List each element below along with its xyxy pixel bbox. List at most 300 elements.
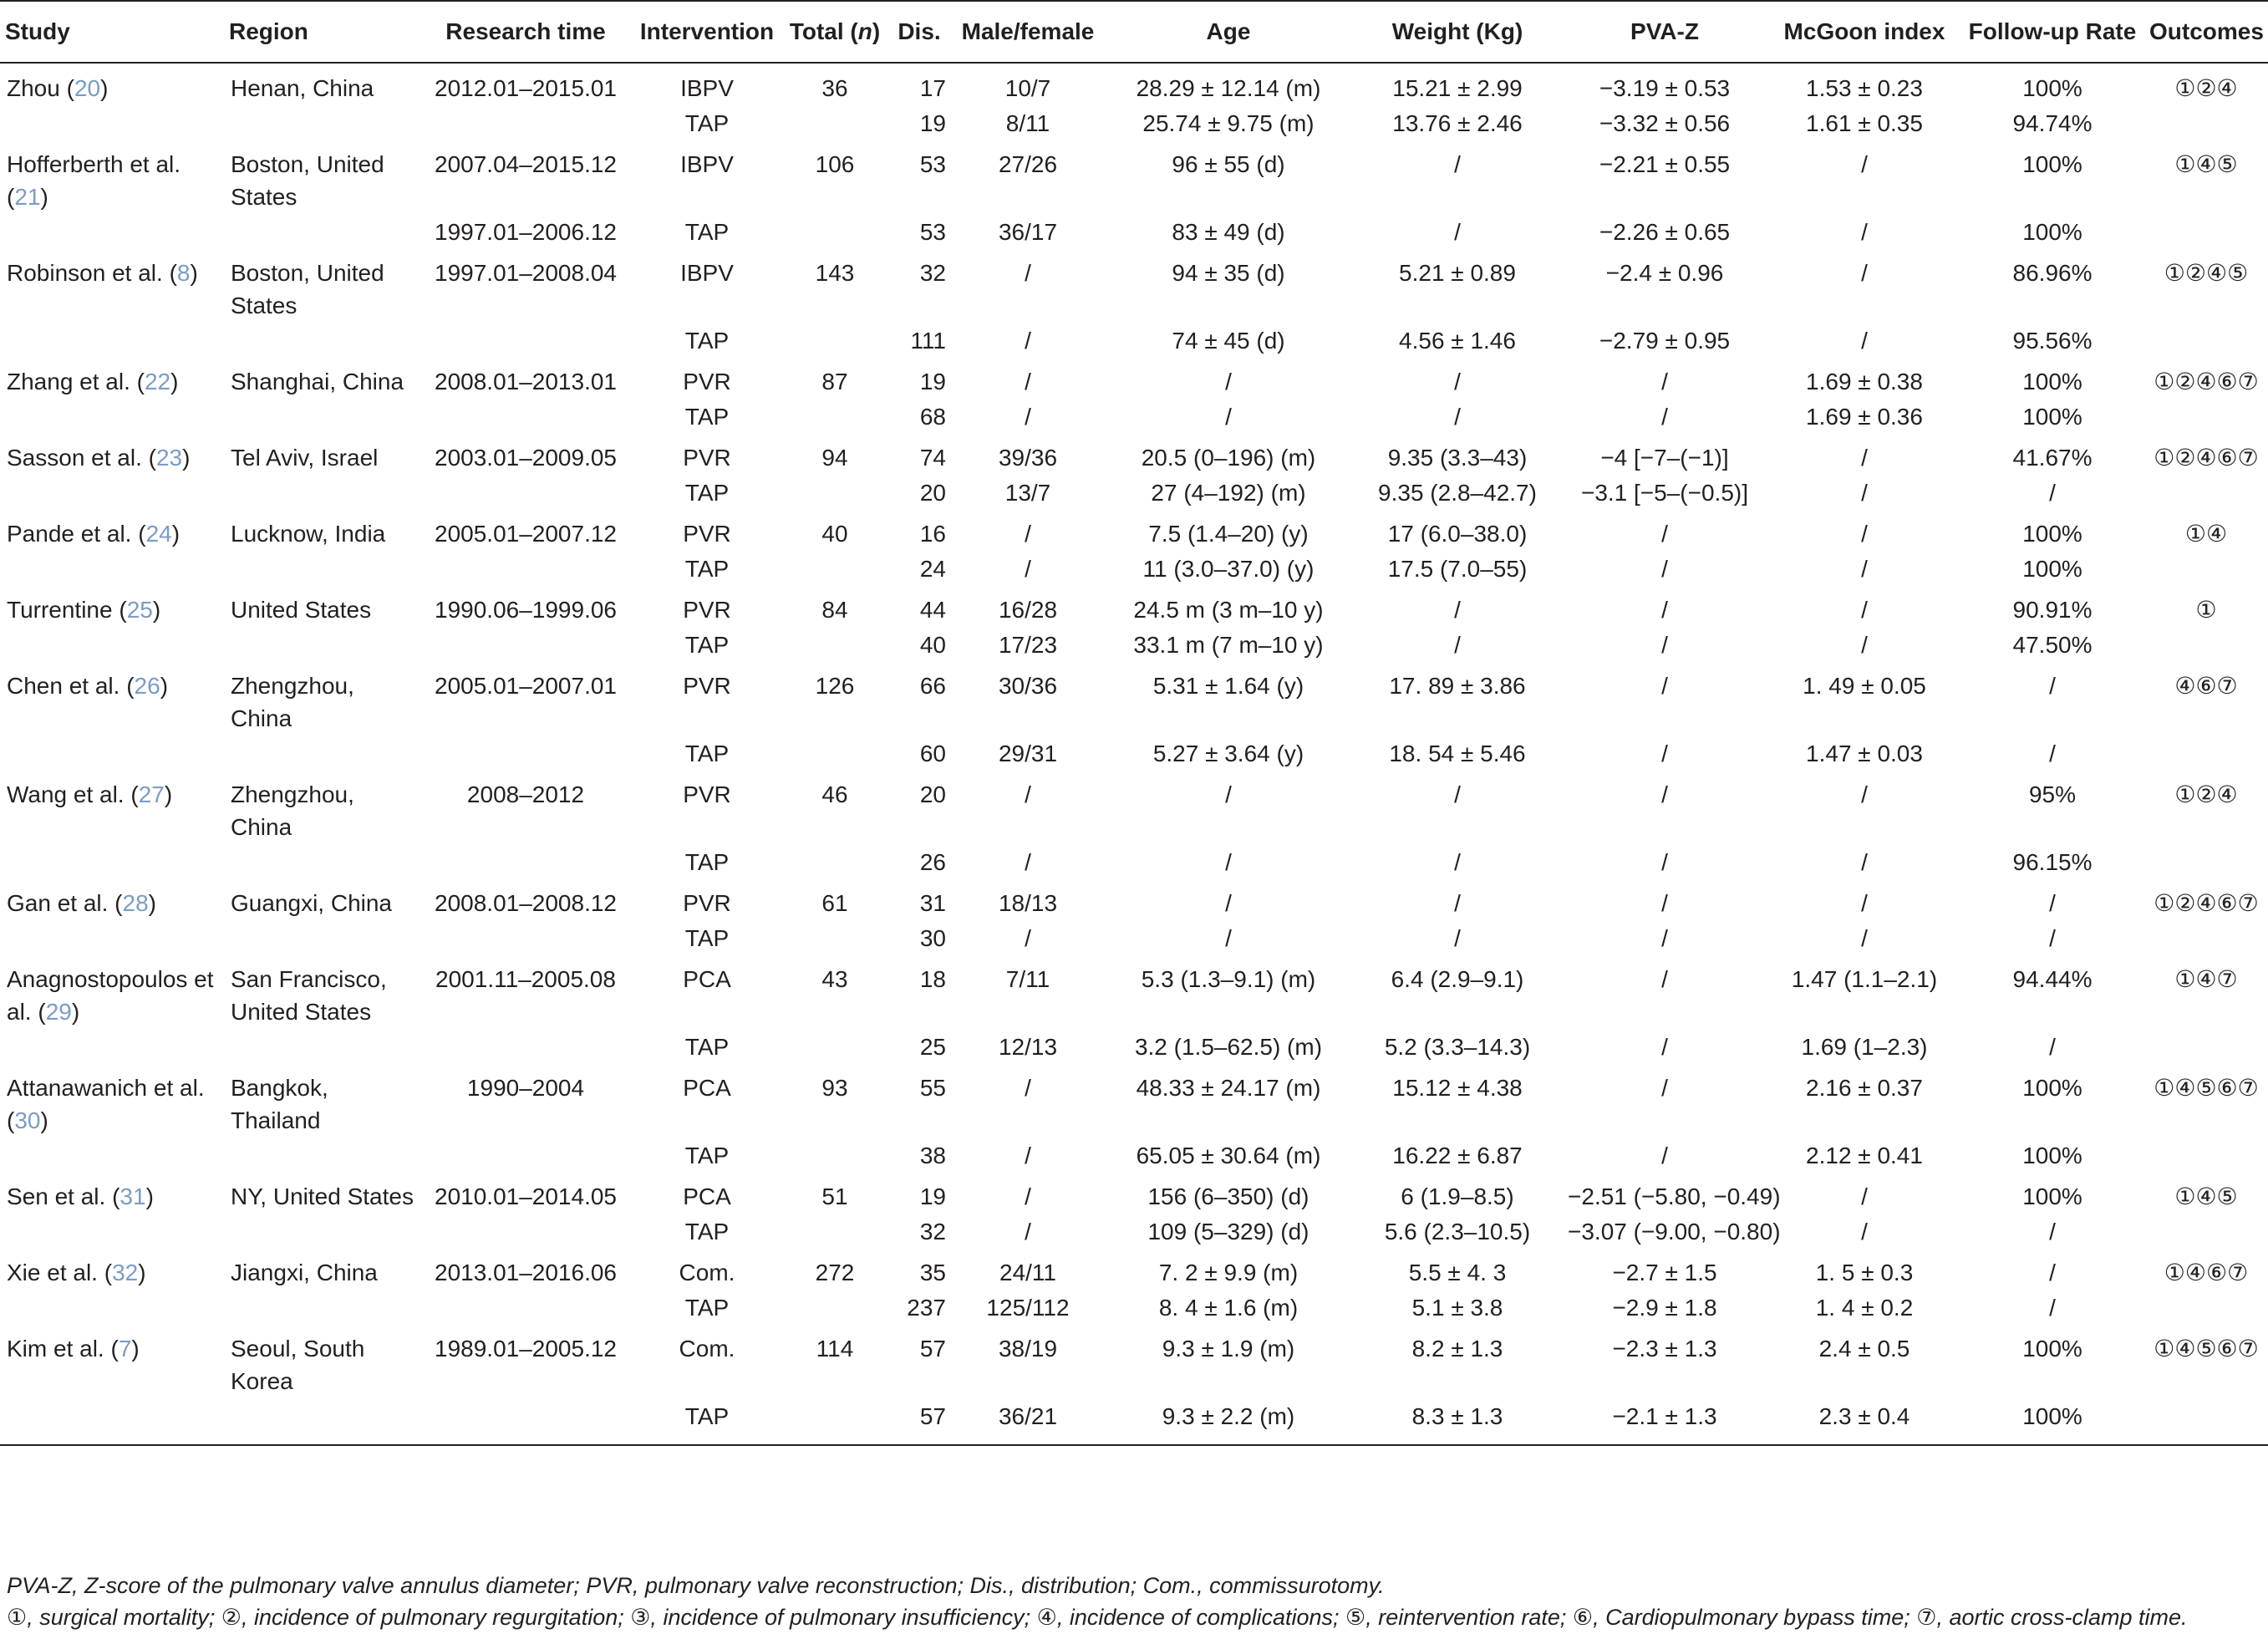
cell-pvaz: −2.3 ± 1.3 bbox=[1612, 1336, 1717, 1362]
cell-weight: / bbox=[1454, 597, 1461, 623]
cell-mcgoon: 1.69 (1–2.3) bbox=[1801, 1034, 1928, 1060]
cell-region bbox=[224, 398, 421, 433]
cell-total: 51 bbox=[821, 1183, 848, 1209]
cell-pvaz: −2.7 ± 1.5 bbox=[1612, 1260, 1717, 1285]
col-header-total: Total (n) bbox=[784, 1, 886, 63]
cell-male-female: 24/11 bbox=[999, 1260, 1056, 1285]
cell-outcomes: ① bbox=[2195, 597, 2217, 623]
cell-outcomes: ①④⑦ bbox=[2174, 966, 2238, 992]
cell-mcgoon: / bbox=[1861, 328, 1868, 354]
col-header-outcomes: Outcomes bbox=[2144, 1, 2268, 63]
col-header-weight: Weight (Kg) bbox=[1354, 1, 1561, 63]
cell-research-time bbox=[421, 322, 630, 357]
cell-dis: 53 bbox=[919, 219, 946, 245]
table-row bbox=[0, 1137, 2268, 1172]
cell-region bbox=[224, 1397, 421, 1445]
cell-outcomes: ①②④⑤ bbox=[2164, 260, 2249, 286]
cell-mcgoon: / bbox=[1861, 556, 1868, 582]
table-row bbox=[0, 770, 2268, 843]
table-row bbox=[0, 1028, 2268, 1063]
cell-follow-up: 100% bbox=[2022, 75, 2082, 101]
cell-study: Sasson et al. (23) bbox=[7, 445, 191, 471]
cell-age: 20.5 (0–196) (m) bbox=[1141, 445, 1316, 471]
cell-total bbox=[784, 1213, 886, 1248]
cell-dis: 31 bbox=[919, 890, 946, 916]
cell-dis: 17 bbox=[919, 75, 946, 101]
cell-outcomes: ①④⑤ bbox=[2174, 1183, 2238, 1209]
cell-dis: 19 bbox=[919, 1183, 946, 1209]
cell-male-female: 17/23 bbox=[998, 632, 1058, 658]
cell-study bbox=[0, 213, 224, 248]
cell-mcgoon: / bbox=[1861, 260, 1868, 286]
cell-male-female: 36/17 bbox=[998, 219, 1058, 245]
cell-male-female: / bbox=[1025, 556, 1031, 582]
cell-intervention: Com. bbox=[679, 1336, 735, 1362]
cell-male-female: / bbox=[1025, 781, 1031, 807]
table-row bbox=[0, 213, 2268, 248]
cell-total bbox=[784, 1397, 886, 1445]
cell-follow-up: 100% bbox=[2022, 219, 2082, 245]
cell-study bbox=[0, 550, 224, 585]
cell-outcomes bbox=[2144, 735, 2268, 770]
cell-mcgoon: / bbox=[1861, 890, 1868, 916]
cell-total bbox=[784, 104, 886, 140]
cell-follow-up: 100% bbox=[2022, 404, 2082, 430]
cell-follow-up: / bbox=[2049, 1295, 2056, 1321]
cell-intervention: TAP bbox=[684, 480, 730, 506]
cell-research-time bbox=[421, 1289, 630, 1324]
cell-age: 96 ± 55 (d) bbox=[1172, 151, 1285, 177]
cell-intervention: TAP bbox=[684, 328, 730, 354]
cell-total bbox=[784, 735, 886, 770]
cell-age: 7.5 (1.4–20) (y) bbox=[1148, 521, 1309, 547]
table-row bbox=[0, 1172, 2268, 1213]
cell-outcomes bbox=[2144, 322, 2268, 357]
study-ref: 23 bbox=[155, 445, 183, 471]
cell-intervention: PCA bbox=[683, 966, 731, 992]
cell-weight: / bbox=[1454, 404, 1461, 430]
cell-outcomes: ①②④⑥⑦ bbox=[2154, 890, 2259, 916]
cell-dis: 68 bbox=[919, 404, 946, 430]
cell-intervention: TAP bbox=[684, 110, 730, 136]
cell-total bbox=[784, 1137, 886, 1172]
cell-weight: 6.4 (2.9–9.1) bbox=[1391, 966, 1524, 992]
cell-dis: 60 bbox=[919, 741, 946, 766]
cell-weight: 13.76 ± 2.46 bbox=[1392, 110, 1523, 136]
cell-pvaz: −3.1 [−5–(−0.5)] bbox=[1580, 480, 1749, 506]
table-row bbox=[0, 1397, 2268, 1445]
cell-research-time: 2003.01–2009.05 bbox=[435, 445, 617, 471]
cell-weight: 17 (6.0–38.0) bbox=[1387, 521, 1528, 547]
cell-outcomes bbox=[2144, 1028, 2268, 1063]
cell-study: Gan et al. (28) bbox=[7, 890, 156, 916]
cell-study bbox=[0, 1289, 224, 1324]
cell-weight: 18. 54 ± 5.46 bbox=[1389, 741, 1526, 766]
cell-weight: 4.56 ± 1.46 bbox=[1399, 328, 1516, 354]
cell-dis: 57 bbox=[886, 1397, 953, 1445]
cell-intervention: PCA bbox=[683, 1075, 731, 1101]
cell-pvaz: −2.26 ± 0.65 bbox=[1599, 219, 1731, 245]
cell-follow-up: / bbox=[2049, 925, 2056, 951]
cell-research-time: 2007.04–2015.12 bbox=[435, 151, 617, 177]
cell-weight: 8.2 ± 1.3 bbox=[1411, 1336, 1503, 1362]
cell-region bbox=[224, 1028, 421, 1063]
cell-research-time bbox=[421, 843, 630, 878]
cell-study: Kim et al. (7) bbox=[7, 1336, 140, 1362]
cell-region: Boston, United States bbox=[231, 151, 384, 210]
col-header-research-time: Research time bbox=[421, 1, 630, 63]
cell-pvaz: / bbox=[1661, 781, 1668, 807]
study-ref: 32 bbox=[112, 1260, 139, 1285]
cell-weight: / bbox=[1454, 632, 1461, 658]
table-row bbox=[0, 919, 2268, 954]
cell-pvaz: / bbox=[1661, 556, 1668, 582]
cell-male-female: 18/13 bbox=[998, 890, 1058, 916]
cell-total: 40 bbox=[821, 521, 848, 547]
cell-age: / bbox=[1225, 781, 1232, 807]
cell-outcomes: ①②④ bbox=[2174, 75, 2238, 101]
cell-pvaz: / bbox=[1661, 966, 1668, 992]
cell-study: Anagnostopoulos et al. (29) bbox=[7, 966, 214, 1025]
cell-follow-up: 100% bbox=[2022, 1143, 2082, 1168]
cell-research-time: 2001.11–2005.08 bbox=[435, 966, 616, 992]
col-header-intervention: Intervention bbox=[630, 1, 784, 63]
cell-intervention: TAP bbox=[684, 1219, 730, 1245]
cell-age: 3.2 (1.5–62.5) (m) bbox=[1134, 1034, 1323, 1060]
cell-follow-up: 100% bbox=[2022, 1336, 2082, 1362]
cell-mcgoon: / bbox=[1861, 1219, 1868, 1245]
study-ref: 20 bbox=[74, 75, 101, 101]
cell-follow-up: 47.50% bbox=[2012, 632, 2093, 658]
cell-weight: 5.2 (3.3–14.3) bbox=[1384, 1034, 1531, 1060]
cell-male-female: / bbox=[1025, 369, 1031, 394]
cell-mcgoon: / bbox=[1861, 781, 1868, 807]
cell-total: 93 bbox=[821, 1075, 848, 1101]
table-row bbox=[0, 735, 2268, 770]
cell-weight: 5.5 ± 4. 3 bbox=[1408, 1260, 1507, 1285]
cell-research-time: 1997.01–2006.12 bbox=[435, 219, 617, 245]
cell-region: Lucknow, India bbox=[231, 521, 386, 547]
cell-pvaz: / bbox=[1661, 632, 1668, 658]
cell-research-time: 2005.01–2007.01 bbox=[435, 673, 617, 699]
col-header-dis: Dis. bbox=[886, 1, 953, 63]
cell-male-female: 27/26 bbox=[998, 151, 1058, 177]
cell-total bbox=[784, 322, 886, 357]
cell-male-female: 12/13 bbox=[998, 1034, 1058, 1060]
cell-pvaz: / bbox=[1661, 1143, 1668, 1168]
study-name: Kim et al. bbox=[7, 1336, 104, 1362]
cell-region: Shanghai, China bbox=[231, 369, 404, 394]
footnote-outcomes-legend: ①, surgical mortality; ②, incidence of pulmonary regurgitation; ③, incidence of pulmonary insufficiency; ④, incidence of complications; ⑤, reintervention rate; ⑥, Cardiopulmonary bypass time; ⑦, aortic cross-clamp time. bbox=[7, 1605, 2188, 1630]
cell-region bbox=[224, 550, 421, 585]
table-row bbox=[0, 357, 2268, 398]
cell-age: 8. 4 ± 1.6 (m) bbox=[1158, 1295, 1299, 1321]
cell-follow-up: / bbox=[2049, 1260, 2056, 1285]
cell-research-time bbox=[421, 1137, 630, 1172]
table-row bbox=[0, 585, 2268, 626]
cell-follow-up: 100% bbox=[2022, 1183, 2082, 1209]
cell-pvaz: −2.79 ± 0.95 bbox=[1599, 328, 1731, 354]
table-row bbox=[0, 63, 2268, 104]
cell-intervention: PVR bbox=[683, 781, 731, 807]
cell-research-time: 2005.01–2007.12 bbox=[435, 521, 617, 547]
cell-research-time bbox=[421, 474, 630, 509]
cell-mcgoon: / bbox=[1861, 849, 1868, 875]
cell-follow-up: 95.56% bbox=[2012, 328, 2093, 354]
cell-age: 27 (4–192) (m) bbox=[1151, 480, 1306, 506]
cell-study bbox=[0, 1213, 224, 1248]
cell-pvaz: −3.19 ± 0.53 bbox=[1599, 75, 1731, 101]
cell-weight: 8.3 ± 1.3 bbox=[1354, 1397, 1561, 1445]
cell-age: 83 ± 49 (d) bbox=[1172, 219, 1285, 245]
table-row bbox=[0, 474, 2268, 509]
study-ref: 8 bbox=[176, 260, 191, 286]
cell-total: 36 bbox=[821, 75, 848, 101]
cell-mcgoon: 1. 49 ± 0.05 bbox=[1803, 673, 1926, 699]
study-ref: 21 bbox=[14, 184, 41, 210]
cell-study bbox=[0, 843, 224, 878]
cell-region: Guangxi, China bbox=[231, 890, 393, 916]
cell-outcomes: ①④⑤⑥⑦ bbox=[2154, 1075, 2259, 1101]
cell-total: 61 bbox=[821, 890, 848, 916]
cell-weight: 9.35 (2.8–42.7) bbox=[1378, 480, 1537, 506]
col-header-study: Study bbox=[0, 1, 224, 63]
cell-pvaz: / bbox=[1661, 673, 1668, 699]
cell-total bbox=[784, 474, 886, 509]
cell-mcgoon: / bbox=[1861, 925, 1868, 951]
cell-dis: 38 bbox=[919, 1143, 946, 1168]
cell-mcgoon: 1.61 ± 0.35 bbox=[1806, 110, 1923, 136]
cell-dis: 40 bbox=[919, 632, 946, 658]
table-row bbox=[0, 248, 2268, 322]
cell-dis: 20 bbox=[919, 480, 946, 506]
cell-total bbox=[784, 626, 886, 661]
cell-dis: 44 bbox=[919, 597, 946, 623]
study-name: Turrentine bbox=[7, 597, 113, 623]
cell-age: 5.27 ± 3.64 (y) bbox=[1152, 741, 1304, 766]
cell-age: / bbox=[1225, 890, 1232, 916]
study-name: Chen et al. bbox=[7, 673, 120, 699]
cell-mcgoon: 2.3 ± 0.4 bbox=[1768, 1397, 1960, 1445]
cell-total: 272 bbox=[815, 1260, 855, 1285]
cell-weight: 17. 89 ± 3.86 bbox=[1389, 673, 1526, 699]
study-name: Attanawanich et al. bbox=[7, 1075, 205, 1101]
cell-follow-up: 100% bbox=[2022, 1075, 2082, 1101]
cell-follow-up: / bbox=[2049, 890, 2056, 916]
cell-age: / bbox=[1225, 925, 1232, 951]
table-row bbox=[0, 433, 2268, 474]
cell-male-female: / bbox=[1025, 260, 1031, 286]
cell-follow-up: 100% bbox=[2022, 369, 2082, 394]
cell-follow-up: 90.91% bbox=[2012, 597, 2093, 623]
cell-weight: / bbox=[1454, 219, 1461, 245]
table-row bbox=[0, 626, 2268, 661]
cell-male-female: / bbox=[1025, 1143, 1031, 1168]
cell-male-female: / bbox=[1025, 328, 1031, 354]
table-row bbox=[0, 954, 2268, 1028]
cell-research-time bbox=[421, 550, 630, 585]
cell-region: Zhengzhou, China bbox=[231, 673, 354, 731]
cell-dis: 19 bbox=[919, 110, 946, 136]
cell-mcgoon: / bbox=[1861, 151, 1868, 177]
cell-mcgoon: 1.69 ± 0.38 bbox=[1806, 369, 1923, 394]
study-name: Xie et al. bbox=[7, 1260, 98, 1285]
cell-outcomes: ①④⑤⑥⑦ bbox=[2154, 1336, 2259, 1362]
cell-total: 43 bbox=[821, 966, 848, 992]
cell-dis: 25 bbox=[919, 1034, 946, 1060]
cell-mcgoon: / bbox=[1861, 480, 1868, 506]
cell-follow-up: 41.67% bbox=[2012, 445, 2093, 471]
cell-age: 9.3 ± 2.2 (m) bbox=[1103, 1397, 1354, 1445]
cell-age: 33.1 m (7 m–10 y) bbox=[1133, 632, 1324, 658]
col-header-mcgoon: McGoon index bbox=[1768, 1, 1960, 63]
cell-total bbox=[784, 1028, 886, 1063]
cell-region bbox=[224, 213, 421, 248]
cell-research-time bbox=[421, 626, 630, 661]
cell-age: 74 ± 45 (d) bbox=[1172, 328, 1285, 354]
cell-intervention: PCA bbox=[683, 1183, 731, 1209]
cell-region bbox=[224, 735, 421, 770]
cell-study: Attanawanich et al. (30) bbox=[7, 1075, 205, 1133]
cell-study bbox=[0, 1397, 224, 1445]
cell-mcgoon: 1.47 ± 0.03 bbox=[1806, 741, 1923, 766]
cell-pvaz: / bbox=[1661, 404, 1668, 430]
cell-pvaz: −2.21 ± 0.55 bbox=[1599, 151, 1731, 177]
cell-follow-up: / bbox=[2049, 1219, 2056, 1245]
cell-total bbox=[784, 1289, 886, 1324]
cell-region: Boston, United States bbox=[231, 260, 384, 318]
cell-mcgoon: / bbox=[1861, 445, 1868, 471]
cell-intervention: TAP bbox=[684, 632, 730, 658]
cell-region bbox=[224, 626, 421, 661]
cell-outcomes bbox=[2144, 1213, 2268, 1248]
cell-study bbox=[0, 1028, 224, 1063]
cell-intervention: TAP bbox=[684, 1143, 730, 1168]
cell-dis: 24 bbox=[919, 556, 946, 582]
cell-study bbox=[0, 398, 224, 433]
study-ref: 29 bbox=[45, 999, 72, 1025]
cell-region: San Francisco, United States bbox=[231, 966, 387, 1025]
cell-weight: / bbox=[1454, 781, 1461, 807]
study-name: Zhang et al. bbox=[7, 369, 130, 394]
table-row bbox=[0, 322, 2268, 357]
table-row bbox=[0, 1324, 2268, 1397]
col-header-age: Age bbox=[1103, 1, 1354, 63]
cell-male-female: / bbox=[1025, 925, 1031, 951]
cell-study bbox=[0, 919, 224, 954]
cell-intervention: PVR bbox=[683, 673, 731, 699]
cell-dis: 237 bbox=[907, 1295, 946, 1321]
cell-outcomes bbox=[2144, 474, 2268, 509]
cell-male-female: / bbox=[1025, 849, 1031, 875]
cell-research-time bbox=[421, 398, 630, 433]
cell-male-female: 125/112 bbox=[986, 1295, 1070, 1321]
cell-research-time: 1990–2004 bbox=[466, 1075, 585, 1101]
cell-intervention: Com. bbox=[679, 1260, 735, 1285]
cell-pvaz: / bbox=[1661, 521, 1668, 547]
cell-research-time: 2008–2012 bbox=[466, 781, 585, 807]
cell-region bbox=[224, 1137, 421, 1172]
cell-intervention: TAP bbox=[684, 741, 730, 766]
cell-intervention: PVR bbox=[683, 445, 731, 471]
cell-follow-up: 96.15% bbox=[2012, 849, 2093, 875]
cell-outcomes bbox=[2144, 550, 2268, 585]
cell-region bbox=[224, 322, 421, 357]
cell-male-female: 13/7 bbox=[1004, 480, 1051, 506]
cell-outcomes bbox=[2144, 104, 2268, 140]
cell-pvaz: / bbox=[1661, 925, 1668, 951]
cell-research-time: 1989.01–2005.12 bbox=[435, 1336, 617, 1362]
cell-follow-up: 86.96% bbox=[2012, 260, 2093, 286]
cell-weight: / bbox=[1454, 890, 1461, 916]
cell-region: NY, United States bbox=[231, 1183, 414, 1209]
footnotes bbox=[7, 1570, 2188, 1633]
cell-pvaz: / bbox=[1661, 1034, 1668, 1060]
cell-outcomes: ①④⑤ bbox=[2174, 151, 2238, 177]
cell-intervention: TAP bbox=[684, 556, 730, 582]
cell-study: Sen et al. (31) bbox=[7, 1183, 154, 1209]
cell-outcomes bbox=[2144, 213, 2268, 248]
cell-dis: 26 bbox=[919, 849, 946, 875]
cell-male-female: 29/31 bbox=[998, 741, 1058, 766]
cell-region: Jiangxi, China bbox=[231, 1260, 378, 1285]
study-ref: 22 bbox=[144, 369, 171, 394]
table-row bbox=[0, 550, 2268, 585]
cell-outcomes: ①②④⑥⑦ bbox=[2154, 445, 2259, 471]
cell-region bbox=[224, 104, 421, 140]
cell-follow-up: 100% bbox=[2022, 556, 2082, 582]
cell-study bbox=[0, 322, 224, 357]
cell-male-female: / bbox=[1025, 1183, 1031, 1209]
cell-pvaz: −2.1 ± 1.3 bbox=[1561, 1397, 1768, 1445]
cell-age: 156 (6–350) (d) bbox=[1147, 1183, 1309, 1209]
cell-total bbox=[784, 213, 886, 248]
cell-research-time: 2008.01–2013.01 bbox=[435, 369, 617, 394]
table-row bbox=[0, 509, 2268, 550]
cell-mcgoon: 1.69 ± 0.36 bbox=[1806, 404, 1923, 430]
cell-outcomes: ①②④ bbox=[2174, 781, 2238, 807]
cell-age: / bbox=[1225, 849, 1232, 875]
cell-mcgoon: / bbox=[1861, 632, 1868, 658]
table-row bbox=[0, 878, 2268, 919]
cell-region bbox=[224, 1213, 421, 1248]
cell-dis: 111 bbox=[910, 328, 946, 354]
cell-research-time: 2008.01–2008.12 bbox=[435, 890, 617, 916]
table-row bbox=[0, 1063, 2268, 1137]
cell-age: 9.3 ± 1.9 (m) bbox=[1162, 1336, 1295, 1362]
cell-dis: 32 bbox=[919, 260, 946, 286]
cell-region: United States bbox=[231, 597, 372, 623]
cell-pvaz: −2.51 (−5.80, −0.49) bbox=[1568, 1183, 1781, 1209]
cell-study: Hofferberth et al. (21) bbox=[7, 151, 181, 210]
cell-region: Tel Aviv, Israel bbox=[231, 445, 379, 471]
study-name: Wang et al. bbox=[7, 781, 125, 807]
table-body bbox=[0, 63, 2268, 1445]
cell-total bbox=[784, 550, 886, 585]
cell-mcgoon: 1.53 ± 0.23 bbox=[1806, 75, 1923, 101]
cell-male-female: / bbox=[1025, 1219, 1031, 1245]
cell-total: 94 bbox=[821, 445, 848, 471]
cell-study: Chen et al. (26) bbox=[7, 673, 169, 699]
cell-research-time: 2013.01–2016.06 bbox=[435, 1260, 617, 1285]
cell-follow-up: / bbox=[2049, 673, 2056, 699]
cell-research-time bbox=[421, 1213, 630, 1248]
cell-pvaz: / bbox=[1661, 597, 1668, 623]
cell-follow-up: 100% bbox=[1960, 1397, 2144, 1445]
cell-study bbox=[0, 626, 224, 661]
table-row bbox=[0, 140, 2268, 213]
cell-age: 25.74 ± 9.75 (m) bbox=[1142, 110, 1315, 136]
